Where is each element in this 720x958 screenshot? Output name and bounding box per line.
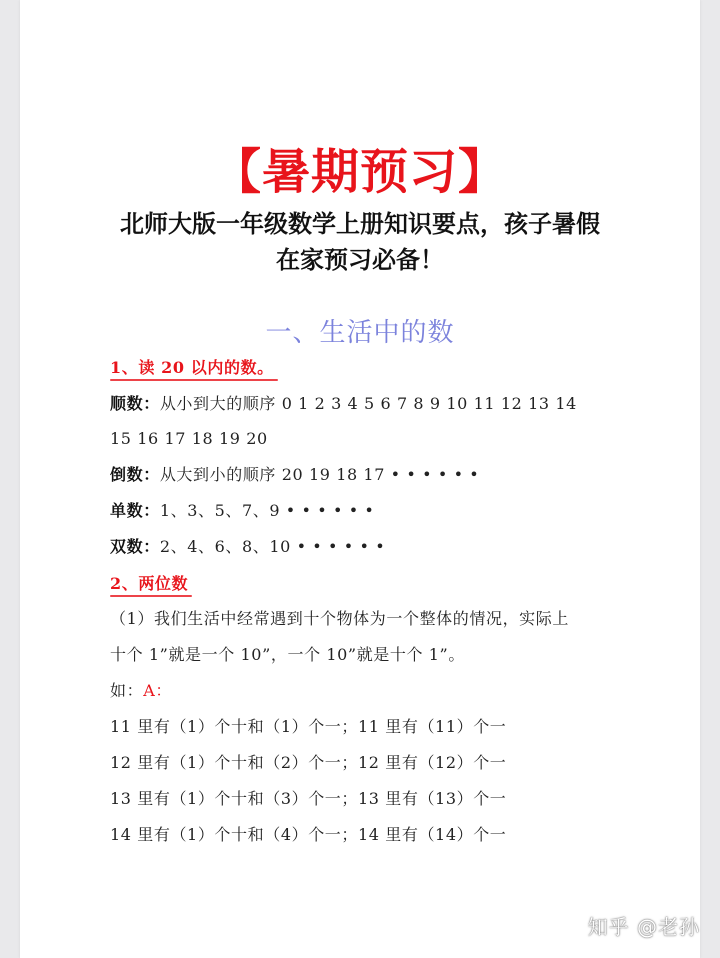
subtitle-line-1: 北师大版一年级数学上册知识要点，孩子暑假 — [120, 209, 600, 238]
daoshu-text: 从大到小的顺序 20 19 18 17 • • • • • • — [159, 465, 480, 484]
shunshu-text-1: 从小到大的顺序 0 1 2 3 4 5 6 7 8 9 10 11 12 13 14 — [159, 394, 577, 413]
shunshu-line-2 — [110, 427, 644, 451]
example-line: 11 里有（1）个十和（1）个一；11 里有（11）个一 — [110, 717, 507, 736]
shuangshu-line — [110, 535, 644, 559]
subheading-1-row — [110, 356, 644, 380]
example-line: 13 里有（1）个十和（3）个一；13 里有（13）个一 — [110, 789, 507, 808]
example-line: 14 里有（1）个十和（4）个一；14 里有（14）个一 — [110, 825, 507, 844]
paragraph-1-line-2: 十个 1”就是一个 10”，一个 10”就是十个 1”。 — [110, 645, 465, 664]
danshu-text: 1、3、5、7、9 • • • • • • — [159, 501, 375, 520]
subheading-1 — [110, 356, 274, 380]
subtitle-line-2: 在家预习必备！ — [276, 245, 444, 274]
subheading-1-text: 1、读 20 以内的数。 — [110, 358, 274, 377]
section-heading: 一、生活中的数 — [265, 318, 455, 348]
danshu-line — [110, 499, 644, 523]
shunshu-text-2: 15 16 17 18 19 20 — [110, 429, 268, 448]
subheading-2-underline — [110, 595, 192, 597]
danshu-label: 单数： — [110, 501, 160, 520]
page-title: 【暑期预习】 — [212, 144, 507, 200]
shunshu-label: 顺数： — [110, 394, 160, 413]
watermark: 知乎 @老孙 — [587, 915, 700, 939]
example-marker: A： — [143, 681, 172, 700]
shuangshu-label: 双数： — [110, 537, 160, 556]
example-intro — [110, 679, 644, 703]
subheading-2-text: 2、两位数 — [110, 574, 189, 593]
example-line: 12 里有（1）个十和（2）个一；12 里有（12）个一 — [110, 753, 507, 772]
document-page — [20, 0, 700, 958]
subheading-1-underline — [110, 379, 278, 381]
subheading-2 — [110, 572, 188, 596]
shuangshu-text: 2、4、6、8、10 • • • • • • — [159, 537, 386, 556]
subtitle — [20, 206, 700, 278]
daoshu-label: 倒数： — [110, 465, 160, 484]
subheading-2-row — [110, 572, 644, 596]
paragraph-1-line-1: （1）我们生活中经常遇到十个物体为一个整体的情况，实际上 — [110, 609, 569, 628]
example-prefix: 如： — [110, 681, 144, 700]
shunshu-line-1 — [110, 392, 644, 416]
daoshu-line — [110, 463, 644, 487]
